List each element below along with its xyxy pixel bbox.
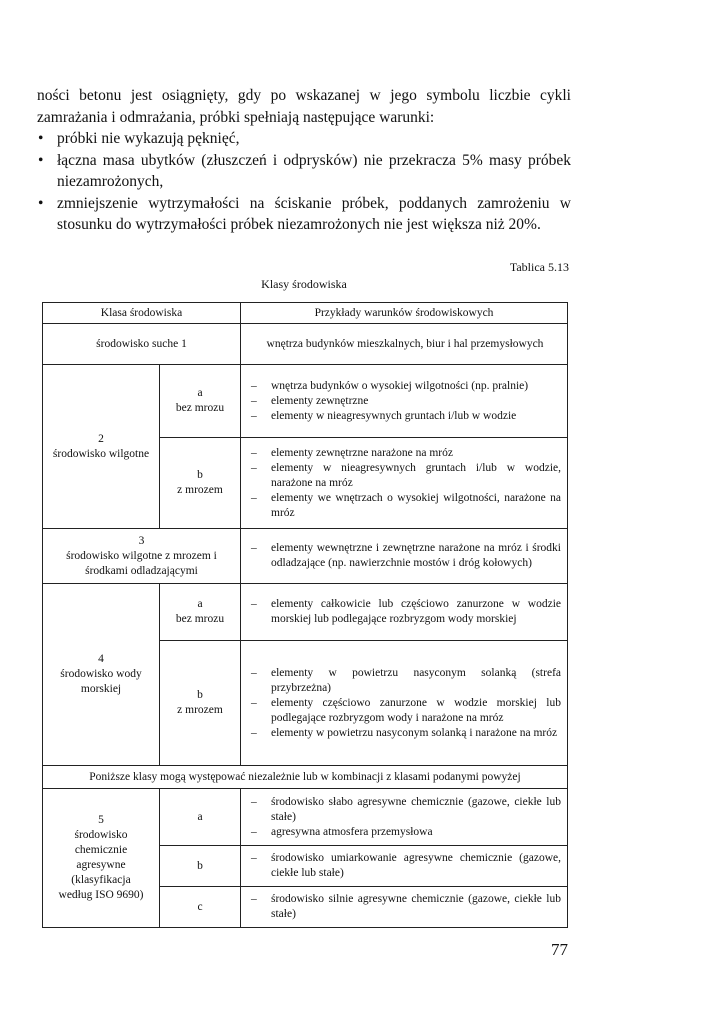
class-2b-desc: z mrozem [177,484,223,496]
class-2a-letter: a [197,387,203,399]
intro-text [37,85,571,236]
example-item: – środowisko silnie agresywne chemicznie (gazowe, ciekłe lub stałe) [249,892,561,922]
example-item: – elementy w powietrzu nasyconym solanką (strefa przybrzeżna) [249,666,561,696]
example-item: – elementy zewnętrzne narażone na mróz [249,446,561,461]
class-4b-examples [241,641,568,766]
page-number: 77 [551,940,568,959]
class-4a-letter: a [197,598,203,610]
header-examples: Przykłady warunków środowiskowych [241,303,568,324]
class-5-cell [43,789,160,928]
class-1-name: środowisko suche 1 [43,324,241,365]
class-5-name: (klasyfikacja [71,874,131,886]
table-row [43,584,568,641]
environment-classes-table [42,302,568,928]
class-5a-letter: a [160,789,241,846]
class-4b-letter: b [197,689,203,701]
header-class: Klasa środowiska [43,303,241,324]
class-5-name: chemicznie [74,844,128,856]
example-item: – środowisko umiarkowanie agresywne chemicznie (gazowe, ciekłe lub stałe) [249,851,561,881]
class-4a-examples [241,584,568,641]
class-2-number: 2 [98,432,104,445]
class-2a-desc: bez mrozu [175,402,225,414]
example-item: – elementy we wnętrzach o wysokiej wilgotności, narażone na mróz [249,491,561,521]
table-title: Klasy środowiska [261,277,347,291]
example-item: – agresywna atmosfera przemysłowa [249,825,561,840]
table-row [43,789,568,846]
table-number: Tablica 5.13 [509,260,569,274]
class-5c-examples [241,887,568,928]
table-row [43,766,568,789]
class-5-name: według ISO 9690) [58,889,144,901]
requirement-item: • łączna masa ubytków (złuszczeń i odprysków) nie przekracza 5% masy próbek niezamrożonych, [37,150,571,193]
example-item: – wnętrza budynków o wysokiej wilgotności (np. pralnie) [249,379,561,394]
table-row [43,365,568,438]
class-4b-cell [160,641,241,766]
class-1-examples: wnętrza budynków mieszkalnych, biur i hal przemysłowych [241,324,568,365]
combination-note: Poniższe klasy mogą występować niezależnie lub w kombinacji z klasami podanymi powyżej [43,766,568,789]
class-2a-cell [160,365,241,438]
class-4a-cell [160,584,241,641]
class-5-name: agresywne [76,859,126,871]
example-item: – środowisko słabo agresywne chemicznie (gazowe, ciekłe lub stałe) [249,795,561,825]
table-row [43,324,568,365]
class-5-name: środowisko [74,829,128,841]
table-header-row [43,303,568,324]
class-2-name: środowisko wilgotne [52,447,150,460]
example-item: – elementy zewnętrzne [249,394,561,409]
class-3-cell [43,529,241,584]
class-2b-letter: b [197,469,203,481]
class-5b-letter: b [160,846,241,887]
class-5c-letter: c [160,887,241,928]
table-row [43,529,568,584]
class-5-number: 5 [98,814,104,826]
requirement-item: • próbki nie wykazują pęknięć, [37,128,571,150]
example-item: – elementy wewnętrzne i zewnętrzne narażone na mróz i środki odladzające (np. nawierzchnie mostów i dróg kołowych) [249,541,561,571]
class-3-examples [241,529,568,584]
intro-paragraph: ności betonu jest osiągnięty, gdy po wskazanej w jego symbolu liczbie cykli zamrażania i odmrażania, próbki spełniają następujące warunki: [37,87,571,126]
class-5a-examples [241,789,568,846]
class-4a-desc: bez mrozu [175,613,225,625]
example-item: – elementy w nieagresywnych gruntach i/lub w wodzie, narażone na mróz [249,461,561,491]
class-3-name: środowisko wilgotne z mrozem i środkami odladzającymi [66,549,217,577]
class-2b-cell [160,438,241,529]
class-2a-examples [241,365,568,438]
class-2b-examples [241,438,568,529]
class-5b-examples [241,846,568,887]
class-4-cell [43,584,160,766]
class-2-cell [43,365,160,529]
requirement-item: • zmniejszenie wytrzymałości na ściskanie próbek, poddanych zamrożeniu w stosunku do wytrzymałości próbek niezamrożonych nie jest większa niż 20%. [37,193,571,236]
example-item: – elementy w powietrzu nasyconym solanką i narażone na mróz [249,726,561,741]
class-4-number: 4 [98,653,104,665]
class-3-number: 3 [138,534,145,547]
example-item: – elementy w nieagresywnych gruntach i/lub w wodzie [249,409,561,424]
example-item: – elementy częściowo zanurzone w wodzie morskiej lub podlegające rozbryzgom wody i narażone na mróz [249,696,561,726]
example-item: – elementy całkowicie lub częściowo zanurzone w wodzie morskiej lub podlegające rozbryzgom wody morskiej [249,597,561,627]
class-4-name: środowisko wody morskiej [60,668,142,695]
class-4b-desc: z mrozem [177,704,223,716]
requirements-list [37,128,571,236]
